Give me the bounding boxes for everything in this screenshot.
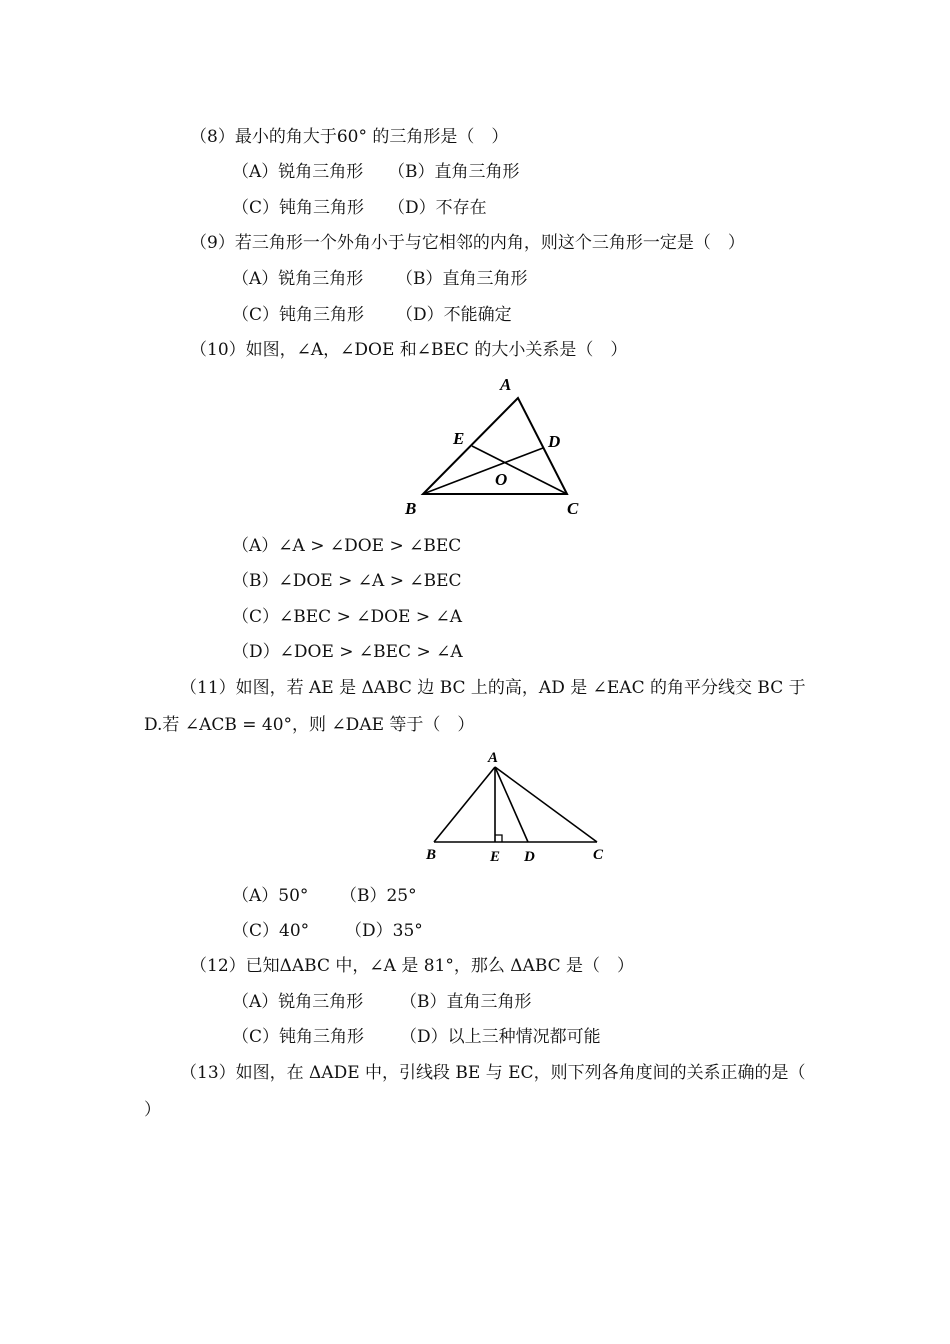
question-11-stem-line-1: （11）如图，若 AE 是 ΔABC 边 BC 上的高，AD 是 ∠EAC 的角平分线交 BC 于 xyxy=(180,678,806,698)
question-10-option-c: （C）∠BEC > ∠DOE > ∠A xyxy=(232,607,463,627)
question-12-option-a: （A）锐角三角形 xyxy=(232,992,364,1012)
label-e: E xyxy=(453,429,465,448)
question-9-stem: （9）若三角形一个外角小于与它相邻的内角，则这个三角形一定是（ ） xyxy=(190,233,745,253)
question-10-stem: （10）如图，∠A，∠DOE 和∠BEC 的大小关系是（ ） xyxy=(190,340,628,360)
question-10-option-b: （B）∠DOE > ∠A > ∠BEC xyxy=(232,571,462,591)
question-9-option-b: （B）直角三角形 xyxy=(396,269,528,289)
label-a: A xyxy=(500,375,512,394)
label-a: A xyxy=(488,750,499,766)
question-11-option-b: （B）25° xyxy=(340,886,417,906)
question-9-option-d: （D）不能确定 xyxy=(396,305,512,325)
question-8-option-a: （A）锐角三角形 xyxy=(232,162,364,182)
question-11-stem-line-2: D.若 ∠ACB = 40°，则 ∠DAE 等于（ ） xyxy=(144,715,475,735)
label-o: O xyxy=(495,470,508,489)
question-10-option-d: （D）∠DOE > ∠BEC > ∠A xyxy=(232,642,463,662)
question-13-stem-line-2: ） xyxy=(144,1100,161,1120)
question-12-option-b: （B）直角三角形 xyxy=(400,992,532,1012)
segment-bd xyxy=(423,448,543,494)
label-d: D xyxy=(548,432,561,451)
label-c: C xyxy=(567,499,579,518)
segment-ac xyxy=(495,767,597,842)
question-10-figure xyxy=(395,372,595,522)
label-b: B xyxy=(426,847,437,863)
question-10-option-a: （A）∠A > ∠DOE > ∠BEC xyxy=(232,536,462,556)
question-9-option-c: （C）钝角三角形 xyxy=(232,305,365,325)
question-11-option-a: （A）50° xyxy=(232,886,309,906)
question-11-figure xyxy=(420,745,620,870)
label-d: D xyxy=(524,849,535,865)
question-8-stem: （8）最小的角大于60° 的三角形是（ ） xyxy=(190,127,509,147)
question-8-option-d: （D）不存在 xyxy=(388,198,487,218)
question-11-option-c: （C）40° xyxy=(232,921,310,941)
question-11-option-d: （D）35° xyxy=(345,921,423,941)
question-9-option-a: （A）锐角三角形 xyxy=(232,269,364,289)
question-8-option-b: （B）直角三角形 xyxy=(388,162,520,182)
label-c: C xyxy=(593,847,604,863)
right-angle-mark xyxy=(495,835,502,842)
question-13-stem-line-1: （13）如图，在 ΔADE 中，引线段 BE 与 EC，则下列各角度间的关系正确的是（ xyxy=(180,1063,806,1083)
label-b: B xyxy=(405,499,417,518)
question-12-stem: （12）已知ΔABC 中，∠A 是 81°，那么 ΔABC 是（ ） xyxy=(190,956,635,976)
segment-ab xyxy=(434,767,495,842)
question-12-option-d: （D）以上三种情况都可能 xyxy=(400,1027,601,1047)
question-12-option-c: （C）钝角三角形 xyxy=(232,1027,365,1047)
label-e: E xyxy=(490,849,501,865)
question-8-option-c: （C）钝角三角形 xyxy=(232,198,365,218)
